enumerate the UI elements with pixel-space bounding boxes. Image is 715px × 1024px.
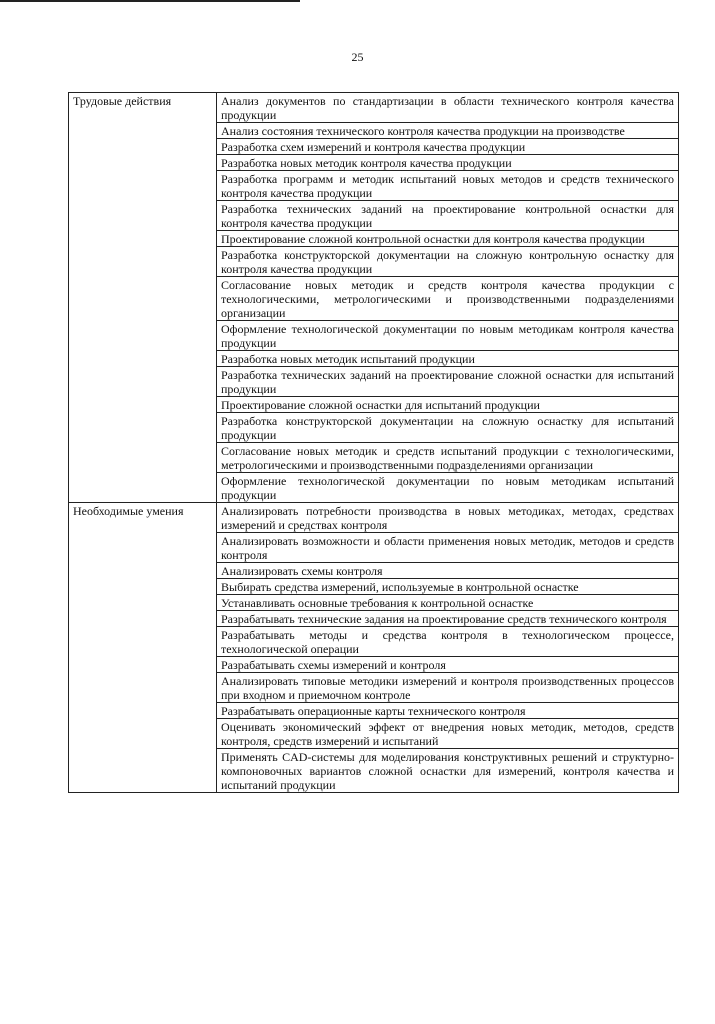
item-cell: Оформление технологической документации по новым методикам испытаний продукции — [217, 473, 679, 503]
item-cell: Оценивать экономический эффект от внедрения новых методик, методов, средств контроля, средств измерений и испытаний — [217, 719, 679, 749]
item-cell: Анализировать схемы контроля — [217, 563, 679, 579]
section-label-cell — [69, 93, 217, 503]
section-label: Необходимые умения — [73, 504, 184, 518]
item-cell: Разработка новых методик контроля качества продукции — [217, 155, 679, 171]
item-cell: Согласование новых методик и средств контроля качества продукции с технологическими, метрологическими и производственными подразделениями организации — [217, 277, 679, 321]
item-cell: Разрабатывать технические задания на проектирование средств технического контроля — [217, 611, 679, 627]
item-cell: Разработка схем измерений и контроля качества продукции — [217, 139, 679, 155]
item-cell: Анализировать возможности и области применения новых методик, методов и средств контроля — [217, 533, 679, 563]
item-cell: Анализировать потребности производства в новых методиках, методах, средствах измерений и средствах контроля — [217, 503, 679, 533]
table-row — [69, 93, 679, 123]
item-cell: Разрабатывать схемы измерений и контроля — [217, 657, 679, 673]
item-cell: Согласование новых методик и средств испытаний продукции с технологическими, метрологическими и производственными подразделениями организации — [217, 443, 679, 473]
item-cell: Устанавливать основные требования к контрольной оснастке — [217, 595, 679, 611]
section-label-cell — [69, 503, 217, 793]
top-rule — [0, 0, 300, 2]
table-row — [69, 503, 679, 533]
item-cell: Анализировать типовые методики измерений и контроля производственных процессов при входном и приемочном контроле — [217, 673, 679, 703]
item-cell: Разработка конструкторской документации на сложную оснастку для испытаний продукции — [217, 413, 679, 443]
item-cell: Разработка программ и методик испытаний новых методов и средств технического контроля качества продукции — [217, 171, 679, 201]
page-number: 25 — [351, 50, 364, 64]
item-cell: Разработка конструкторской документации на сложную контрольную оснастку для контроля качества продукции — [217, 247, 679, 277]
item-cell: Разработка новых методик испытаний продукции — [217, 351, 679, 367]
section-label: Трудовые действия — [73, 94, 172, 108]
item-cell: Анализ документов по стандартизации в области технического контроля качества продукции — [217, 93, 679, 123]
requirements-table — [68, 92, 679, 793]
item-cell: Оформление технологической документации по новым методикам контроля качества продукции — [217, 321, 679, 351]
item-cell: Разрабатывать методы и средства контроля в технологическом процессе, технологической операции — [217, 627, 679, 657]
item-cell: Применять CAD-системы для моделирования конструктивных решений и структурно-компоновочных вариантов сложной оснастки для измерений, контроля качества и испытаний продукции — [217, 749, 679, 793]
item-cell: Анализ состояния технического контроля качества продукции на производстве — [217, 123, 679, 139]
item-cell: Разрабатывать операционные карты технического контроля — [217, 703, 679, 719]
item-cell: Разработка технических заданий на проектирование контрольной оснастки для контроля качества продукции — [217, 201, 679, 231]
item-cell: Проектирование сложной оснастки для испытаний продукции — [217, 397, 679, 413]
item-cell: Проектирование сложной контрольной оснастки для контроля качества продукции — [217, 231, 679, 247]
item-cell: Разработка технических заданий на проектирование сложной оснастки для испытаний продукции — [217, 367, 679, 397]
item-cell: Выбирать средства измерений, используемые в контрольной оснастке — [217, 579, 679, 595]
